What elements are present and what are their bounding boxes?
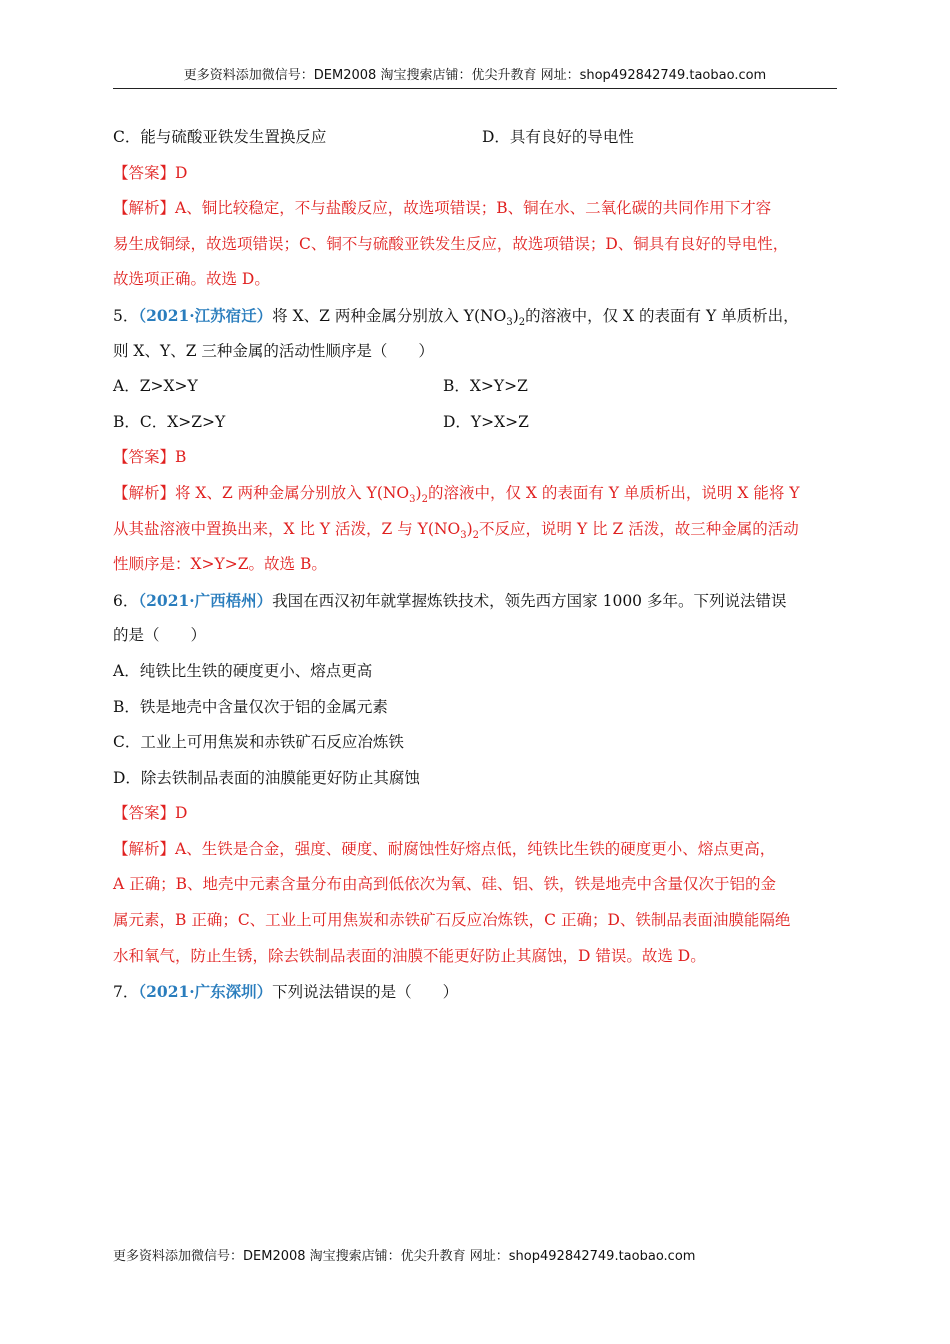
q5-subscript: 3: [409, 494, 416, 506]
q6-stem-line2: 的是（ ）: [113, 626, 207, 645]
q6-analysis-line: 【解析】A、生铁是合金，强度、硬度、耐腐蚀性好熔点低，纯铁比生铁的硬度更小、熔点更高，: [113, 839, 776, 858]
footer-text: 更多资料添加微信号：DEM2008 淘宝搜索店铺：优尖升教育 网址：shop492842749.taobao.com: [113, 1249, 696, 1264]
q5-option: B．C．X>Z>Y: [113, 412, 226, 431]
q5-subscript: 2: [421, 494, 428, 506]
q5-analysis-part: 【解析】将 X、Z 两种金属分别放入 Y(NO: [113, 483, 410, 502]
q6-source: （2021·广西梧州）: [138, 590, 273, 610]
page-header: [113, 66, 837, 89]
q4-analysis-line: 故选项正确。故选 D。: [113, 270, 270, 289]
q6-number: 6．: [113, 591, 139, 610]
q6-answer: 【答案】D: [113, 804, 188, 823]
q5-option: D．Y>X>Z: [443, 412, 529, 431]
q5-options-row: [113, 369, 837, 405]
q6-option: B．铁是地壳中含量仅次于铝的金属元素: [113, 697, 388, 716]
q7-stem: [113, 974, 837, 1010]
q5-analysis-part: ): [415, 483, 422, 502]
q5-stem-part: ): [512, 306, 519, 325]
q5-option: A．Z>X>Y: [113, 377, 198, 396]
q4-options-row: [113, 120, 837, 156]
q4-analysis-line: 易生成铜绿，故选项错误；C、铜不与硫酸亚铁发生反应，故选项错误；D、铜具有良好的导电性，: [113, 234, 789, 253]
q5-source: （2021·江苏宿迁）: [138, 305, 273, 325]
q5-stem-line2: 则 X、Y、Z 三种金属的活动性顺序是（ ）: [113, 341, 434, 360]
q5-options-row: [113, 405, 837, 441]
q4-analysis-line: 【解析】A、铜比较稳定，不与盐酸反应，故选项错误；B、铜在水、二氧化碳的共同作用下才容: [113, 199, 772, 218]
q4-option-d: D．具有良好的导电性: [482, 128, 634, 146]
q5-analysis-line: [113, 512, 837, 548]
q5-number: 5．: [113, 306, 139, 325]
q6-option: C．工业上可用焦炭和赤铁矿石反应冶炼铁: [113, 733, 404, 752]
q4-answer: 【答案】D: [113, 163, 188, 182]
q4-option-c: C．能与硫酸亚铁发生置换反应: [113, 128, 327, 146]
q7-number: 7．: [113, 983, 139, 1002]
q5-stem: [113, 298, 837, 334]
q5-analysis-part: 从其盐溶液中置换出来，X 比 Y 活泼，Z 与 Y(NO: [113, 519, 461, 538]
q6-stem: [113, 583, 837, 619]
q7-source: （2021·广东深圳）: [138, 982, 273, 1002]
q7-stem-text: 下列说法错误的是（ ）: [272, 983, 459, 1002]
q5-subscript: 2: [518, 317, 526, 329]
page-footer: [113, 1247, 837, 1267]
q5-subscript: 2: [472, 529, 480, 541]
q5-analysis-part: ): [466, 519, 473, 538]
q5-stem-part: 将 X、Z 两种金属分别放入 Y(NO: [272, 306, 507, 325]
q5-analysis-line: 性顺序是：X>Y>Z。故选 B。: [113, 555, 327, 574]
q5-analysis-part: 的溶液中，仅 X 的表面有 Y 单质析出，说明 X 能将 Y: [427, 483, 800, 502]
q6-analysis-line: 水和氧气，防止生锈，除去铁制品表面的油膜不能更好防止其腐蚀，D 错误。故选 D。: [113, 946, 706, 965]
q6-stem-text: 我国在西汉初年就掌握炼铁技术，领先西方国家 1000 多年。下列说法错误: [272, 591, 787, 610]
document-body: [113, 120, 837, 1010]
q5-subscript: 3: [506, 317, 513, 329]
q5-stem-part: 的溶液中，仅 X 的表面有 Y 单质析出，: [525, 306, 799, 325]
q5-subscript: 3: [460, 529, 467, 541]
q5-answer: 【答案】B: [113, 448, 187, 467]
q5-analysis-line: [113, 476, 837, 512]
q6-option: A．纯铁比生铁的硬度更小、熔点更高: [113, 661, 373, 680]
q6-analysis-line: 属元素，B 正确；C、工业上可用焦炭和赤铁矿石反应冶炼铁，C 正确；D、铁制品表面油膜能隔绝: [113, 911, 791, 930]
q5-analysis-part: 不反应，说明 Y 比 Z 活泼，故三种金属的活动: [479, 519, 799, 538]
q6-option: D．除去铁制品表面的油膜能更好防止其腐蚀: [113, 768, 420, 787]
q6-analysis-line: A 正确；B、地壳中元素含量分布由高到低依次为氧、硅、铝、铁，铁是地壳中含量仅次于铝的金: [113, 875, 777, 894]
q5-option: B．X>Y>Z: [443, 377, 528, 396]
header-text: 更多资料添加微信号：DEM2008 淘宝搜索店铺：优尖升教育 网址：shop492842749.taobao.com: [183, 68, 767, 83]
